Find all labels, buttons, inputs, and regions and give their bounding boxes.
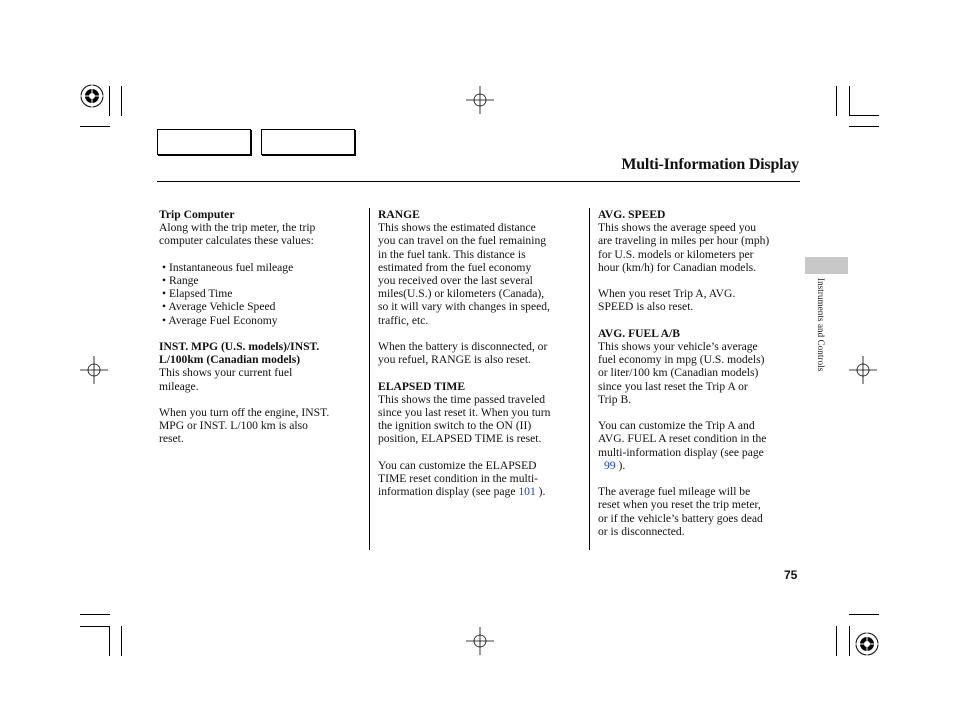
section-heading: L/100km (Canadian models) [159, 353, 301, 367]
body-line: the ignition switch to the ON (II) [378, 419, 532, 433]
body-line: Trip B. [598, 392, 632, 406]
section-tab-marker [805, 257, 848, 274]
body-line: reset when you reset the trip meter, [598, 498, 761, 512]
body-line: position, ELAPSED TIME is reset. [378, 432, 542, 446]
body-line: or is disconnected. [598, 524, 685, 538]
crop-mark [109, 626, 110, 656]
body-line: estimated from the fuel economy [378, 260, 532, 274]
list-item: • Average Vehicle Speed [162, 300, 276, 314]
page-link-101[interactable]: 101 [518, 485, 536, 499]
body-line [598, 459, 803, 472]
body-text: ). [535, 485, 546, 499]
body-line: TIME reset condition in the multi- [378, 472, 539, 486]
registration-target-icon [855, 632, 879, 656]
section-heading: AVG. FUEL A/B [598, 326, 680, 340]
nav-button-contents[interactable] [157, 129, 251, 155]
crop-mark [849, 614, 879, 615]
column-divider [369, 208, 370, 550]
list-item: • Average Fuel Economy [162, 313, 278, 327]
body-line: This shows the estimated distance [378, 221, 536, 235]
section-heading: INST. MPG (U.S. models)/INST. [159, 340, 320, 353]
header-rule [157, 181, 800, 182]
body-line: multi-information display (see page [598, 445, 764, 459]
body-line: traffic, etc. [378, 313, 429, 327]
body-line: you refuel, RANGE is also reset. [378, 353, 531, 367]
section-heading: ELAPSED TIME [378, 379, 466, 393]
body-line: computer calculates these values: [159, 234, 314, 248]
column-middle [378, 208, 584, 498]
crop-mark [109, 86, 110, 116]
crosshair-mark-icon [849, 356, 877, 384]
body-line: When the battery is disconnected, or [378, 340, 548, 354]
body-line: Along with the trip meter, the trip [159, 221, 316, 235]
crop-mark [121, 626, 122, 656]
crop-mark [80, 614, 110, 615]
crop-mark [80, 626, 110, 627]
column-left [159, 208, 364, 446]
body-line: mileage. [159, 379, 199, 393]
crop-mark [849, 626, 850, 656]
crosshair-mark-icon [80, 356, 108, 384]
body-line: since you last reset the Trip A or [598, 379, 748, 393]
body-line: When you reset Trip A, AVG. [598, 287, 736, 301]
body-line: miles(U.S.) or kilometers (Canada), [378, 287, 545, 301]
body-line: for U.S. models or kilometers per [598, 247, 754, 261]
body-line: or liter/100 km (Canadian models) [598, 366, 759, 380]
body-text: information display (see page [378, 485, 519, 499]
registration-target-icon [80, 84, 104, 108]
body-line: reset. [159, 432, 184, 446]
nav-button-index[interactable] [261, 129, 355, 155]
body-line: This shows your vehicle’s average [598, 340, 758, 353]
crop-mark [849, 86, 850, 116]
body-line: This shows your current fuel [159, 366, 293, 380]
body-line: MPG or INST. L/100 km is also [159, 419, 308, 433]
body-line: SPEED is also reset. [598, 300, 694, 314]
page-number: 75 [784, 568, 798, 582]
body-line: or if the vehicle’s battery goes dead [598, 511, 763, 525]
page-title: Multi-Information Display [621, 156, 799, 173]
body-text: ). [615, 458, 626, 472]
list-item: • Instantaneous fuel mileage [162, 260, 294, 274]
body-line: so it will vary with changes in speed, [378, 300, 550, 314]
crop-mark [836, 626, 837, 656]
body-line: you received over the last several [378, 274, 533, 288]
crosshair-mark-icon [466, 86, 494, 114]
column-right [598, 208, 803, 538]
crop-mark [80, 126, 110, 127]
body-line: You can customize the ELAPSED [378, 458, 537, 472]
section-heading: Trip Computer [159, 208, 235, 221]
page-link-99[interactable]: 99 [604, 458, 616, 472]
body-line: You can customize the Trip A and [598, 419, 755, 433]
list-item: • Range [162, 274, 199, 287]
body-line: since you last reset it. When you turn [378, 406, 551, 420]
crop-mark [836, 86, 837, 116]
body-line: This shows the average speed you [598, 221, 757, 235]
body-line: are traveling in miles per hour (mph) [598, 234, 770, 248]
body-line: This shows the time passed traveled [378, 392, 546, 406]
column-divider [589, 208, 590, 550]
section-heading: RANGE [378, 208, 420, 221]
crop-mark [121, 86, 122, 116]
crop-mark [849, 126, 879, 127]
crosshair-mark-icon [466, 627, 494, 655]
body-line: in the fuel tank. This distance is [378, 247, 526, 261]
body-line: hour (km/h) for Canadian models. [598, 260, 757, 274]
body-line: The average fuel mileage will be [598, 485, 751, 499]
body-line: fuel economy in mpg (U.S. models) [598, 353, 765, 367]
list-item: • Elapsed Time [162, 287, 233, 301]
body-line [378, 485, 584, 498]
crop-mark [849, 115, 879, 116]
body-line: When you turn off the engine, INST. [159, 406, 330, 419]
body-line: AVG. FUEL A reset condition in the [598, 432, 767, 446]
section-side-label: Instruments and Controls [816, 278, 826, 372]
body-line: you can travel on the fuel remaining [378, 234, 547, 248]
section-heading: AVG. SPEED [598, 208, 666, 221]
